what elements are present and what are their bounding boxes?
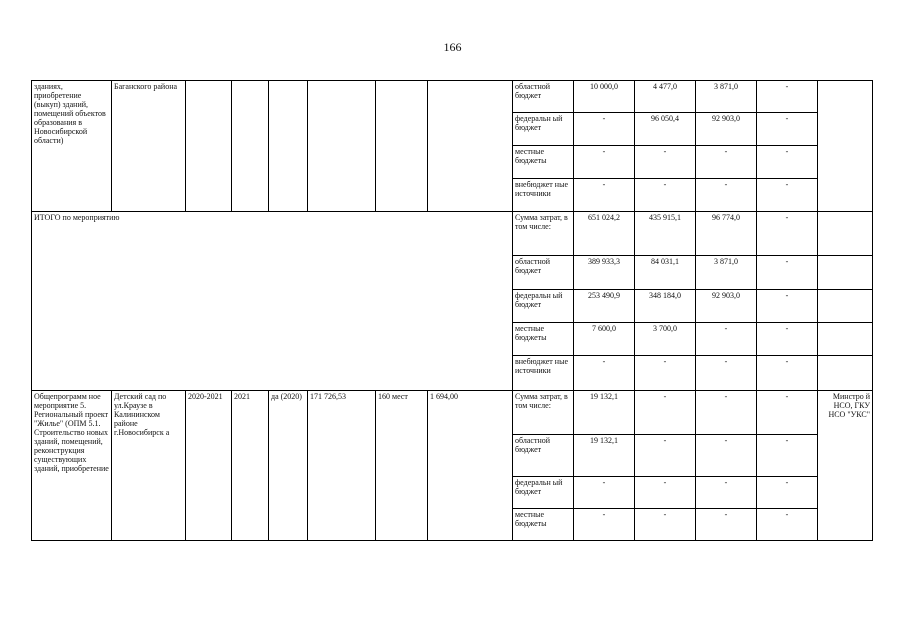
value-cell: - xyxy=(696,391,757,435)
value-cell: - xyxy=(757,212,818,256)
value-cell: - xyxy=(757,146,818,179)
value-cell: - xyxy=(696,477,757,509)
value-cell: - xyxy=(574,146,635,179)
value-cell: 4 477,0 xyxy=(635,81,696,113)
value-cell: - xyxy=(696,179,757,212)
value-cell: - xyxy=(757,356,818,391)
source-label: Сумма затрат, в том числе: xyxy=(513,391,574,435)
table-row xyxy=(32,212,873,256)
value-cell: 651 024,2 xyxy=(574,212,635,256)
value-cell: - xyxy=(635,477,696,509)
value-cell: - xyxy=(635,356,696,391)
value-cell: 92 903,0 xyxy=(696,113,757,146)
end-year-cell: 2021 xyxy=(232,391,269,541)
value-cell: - xyxy=(635,435,696,477)
value-cell: 348 184,0 xyxy=(635,290,696,323)
value-cell: - xyxy=(696,356,757,391)
table-row xyxy=(32,391,873,435)
source-label: областной бюджет xyxy=(513,81,574,113)
value-cell: 7 600,0 xyxy=(574,323,635,356)
value-cell: - xyxy=(757,256,818,290)
measure-name-cell: зданиях, приобретение (выкуп) зданий, помещений объектов образования в Новосибирской области) xyxy=(32,81,112,212)
value-cell: 3 871,0 xyxy=(696,81,757,113)
value-cell: - xyxy=(757,391,818,435)
budget-table xyxy=(31,80,873,541)
source-label: Сумма затрат, в том числе: xyxy=(513,212,574,256)
value-cell: - xyxy=(757,290,818,323)
page-number: 166 xyxy=(443,40,462,54)
value-cell: - xyxy=(757,435,818,477)
value-cell: - xyxy=(635,509,696,541)
value-cell: - xyxy=(757,509,818,541)
table-row xyxy=(32,81,873,113)
value-cell: 84 031,1 xyxy=(635,256,696,290)
value-cell: 96 050,4 xyxy=(635,113,696,146)
value-cell: - xyxy=(696,435,757,477)
executor-cell: Минстро й НСО, ГКУ НСО "УКС" xyxy=(818,391,873,541)
value-cell: - xyxy=(696,323,757,356)
value-cell: 389 933,3 xyxy=(574,256,635,290)
cost-cell: 171 726,53 xyxy=(308,391,376,541)
value-cell: - xyxy=(757,323,818,356)
source-label: федеральн ый бюджет xyxy=(513,477,574,509)
source-label: местные бюджеты xyxy=(513,509,574,541)
source-label: внебюджет ные источники xyxy=(513,356,574,391)
flag-cell: да (2020) xyxy=(269,391,308,541)
value-cell: - xyxy=(574,356,635,391)
value-cell: 253 490,9 xyxy=(574,290,635,323)
value-cell: - xyxy=(574,179,635,212)
measure-name-cell: Общепрограмм ное мероприятие 5. Региональный проект "Жилье" (ОПМ 5.1. Строительство новых зданий, помещений, реконструкция существующих зданий, приобретение xyxy=(32,391,112,541)
value-cell: 96 774,0 xyxy=(696,212,757,256)
value-cell: - xyxy=(696,146,757,179)
value-cell: 19 132,1 xyxy=(574,435,635,477)
value-cell: 435 915,1 xyxy=(635,212,696,256)
years-cell: 2020-2021 xyxy=(186,391,232,541)
total-label: ИТОГО по мероприятию xyxy=(32,212,513,391)
value-cell: 92 903,0 xyxy=(696,290,757,323)
value-cell: - xyxy=(635,391,696,435)
source-label: федеральн ый бюджет xyxy=(513,290,574,323)
value-cell: - xyxy=(757,179,818,212)
value-cell: 19 132,1 xyxy=(574,391,635,435)
source-label: областной бюджет xyxy=(513,256,574,290)
value-cell: - xyxy=(635,179,696,212)
value-cell: - xyxy=(635,146,696,179)
value-cell: - xyxy=(574,113,635,146)
source-label: местные бюджеты xyxy=(513,323,574,356)
source-label: внебюджет ные источники xyxy=(513,179,574,212)
value-cell: - xyxy=(696,509,757,541)
source-label: федеральн ый бюджет xyxy=(513,113,574,146)
value-cell: 3 871,0 xyxy=(696,256,757,290)
area-cell: 1 694,00 xyxy=(428,391,513,541)
value-cell: - xyxy=(757,477,818,509)
value-cell: - xyxy=(574,477,635,509)
value-cell: 10 000,0 xyxy=(574,81,635,113)
source-label: областной бюджет xyxy=(513,435,574,477)
value-cell: - xyxy=(757,81,818,113)
location-cell: Баганского района xyxy=(112,81,186,212)
capacity-cell: 160 мест xyxy=(376,391,428,541)
source-label: местные бюджеты xyxy=(513,146,574,179)
value-cell: - xyxy=(757,113,818,146)
value-cell: 3 700,0 xyxy=(635,323,696,356)
value-cell: - xyxy=(574,509,635,541)
location-cell: Детский сад по ул.Краузе в Калининском районе г.Новосибирск а xyxy=(112,391,186,541)
